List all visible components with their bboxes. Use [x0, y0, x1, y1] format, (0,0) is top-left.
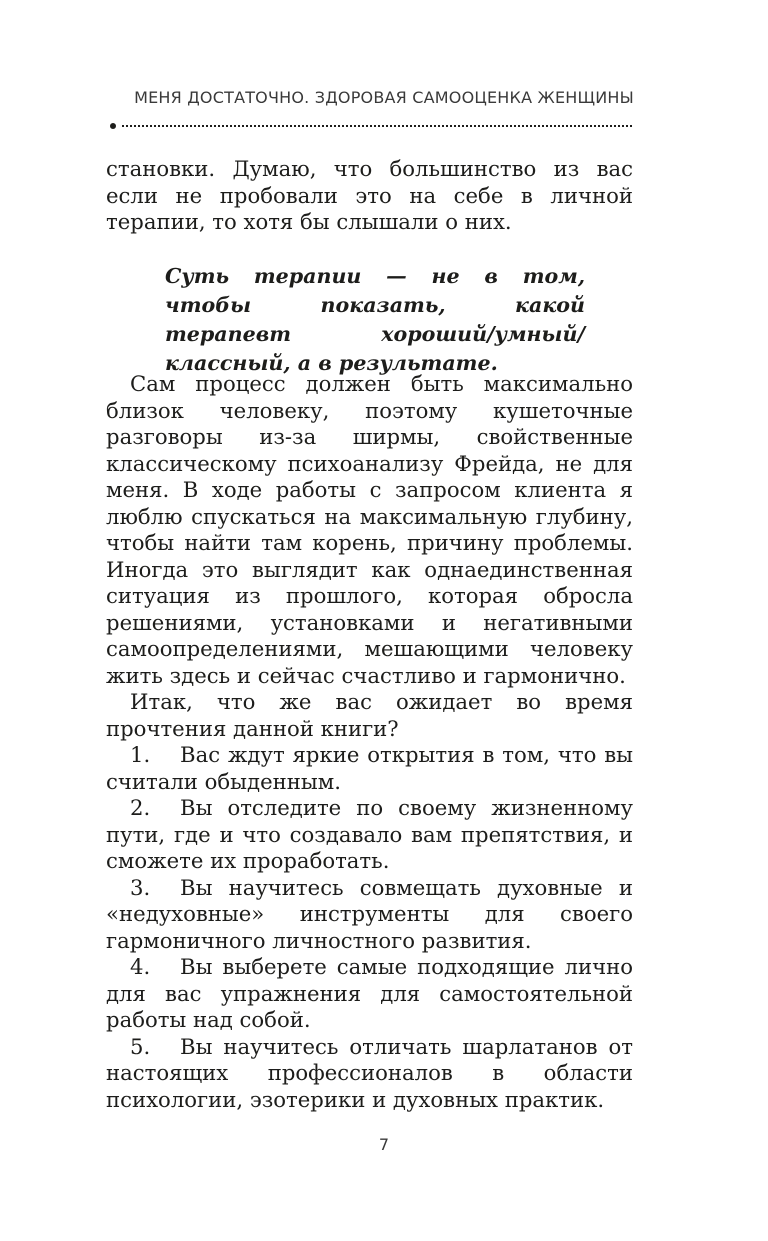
list-number: 3.	[130, 874, 151, 900]
dotted-line	[122, 125, 632, 127]
bullet-dot	[110, 123, 116, 129]
paragraph-intro-list: Итак, что же вас ожидает во время прочтения данной книги?	[106, 689, 633, 741]
list-item	[106, 1034, 633, 1114]
pull-quote: Суть терапии — не в том, чтобы показать, какой терапевт хороший/умный/классный, а в результате.	[165, 264, 585, 375]
running-header-title: МЕНЯ ДОСТАТОЧНО. ЗДОРОВАЯ САМООЦЕНКА ЖЕНЩИНЫ	[134, 88, 634, 107]
main-text-block	[106, 371, 633, 1113]
list-text: Вас ждут яркие открытия в том, что вы считали обыденным.	[106, 742, 633, 794]
list-number: 5.	[130, 1033, 151, 1059]
list-text: Вы выберете самые подходящие лично для вас упражнения для самостоятельной работы над собой.	[106, 954, 633, 1032]
opening-paragraph-block	[106, 156, 633, 236]
list-text: Вы научитесь совмещать духовные и «недуховные» инструменты для своего гармоничного личностного развития.	[106, 874, 633, 953]
header-dotted-rule	[110, 123, 632, 129]
list-item	[106, 742, 633, 795]
list-number: 4.	[130, 954, 151, 979]
list-number: 1.	[130, 742, 151, 767]
list-item	[106, 875, 633, 955]
list-item	[106, 795, 633, 875]
opening-paragraph: становки. Думаю, что большинство из вас если не пробовали это на себе в личной терапии, то хотя бы слышали о них.	[106, 156, 633, 234]
list-text: Вы научитесь отличать шарлатанов от настоящих профессионалов в области психологии, эзотерики и духовных практик.	[106, 1033, 633, 1112]
paragraph-process: Сам процесс должен быть максимально близок человеку, поэтому кушеточные разговоры из-за ширмы, свойственные классическому психоанализу Фрейда, не для меня. В ходе работы с запросом клиента я люблю спускаться на максимальную глубину, чтобы найти там корень, причину проблемы. Иногда это выглядит как однаединственная ситуация из прошлого, которая обросла решениями, установками и негативными самоопределениями, мешающими человеку жить здесь и сейчас счастливо и гармонично.	[106, 371, 633, 688]
list-number: 2.	[130, 795, 151, 820]
list-text: Вы отследите по своему жизненному пути, где и что создавало вам препятствия, и сможете их проработать.	[106, 795, 633, 873]
list-item	[106, 954, 633, 1034]
page-number: 7	[378, 1135, 390, 1154]
